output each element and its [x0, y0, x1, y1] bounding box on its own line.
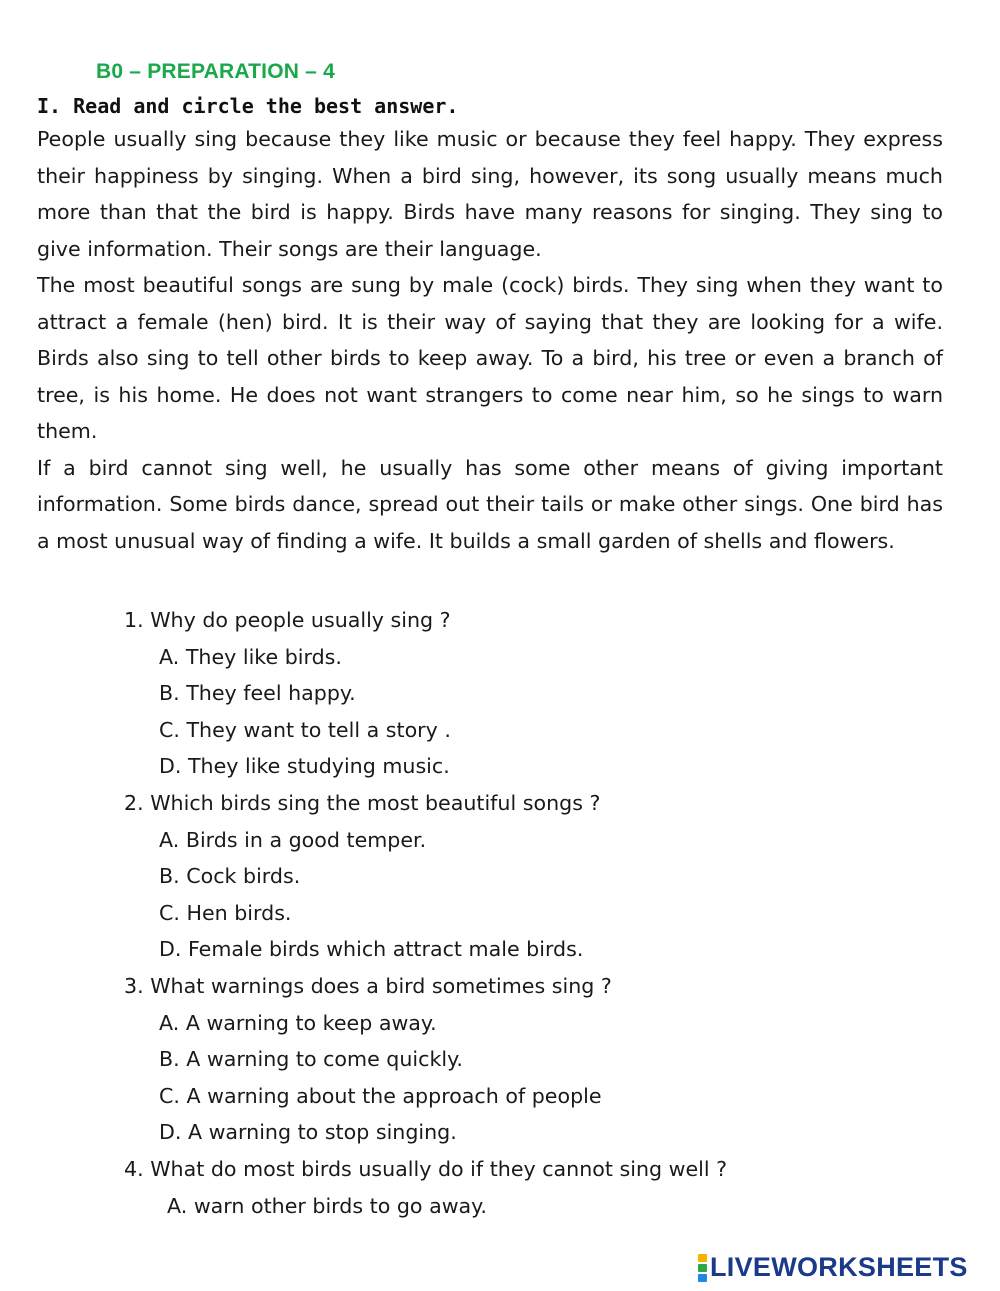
answer-option[interactable]: B. Cock birds.	[159, 864, 301, 889]
answer-option[interactable]: A. Birds in a good temper.	[159, 827, 427, 852]
reading-passage	[37, 121, 943, 559]
liveworksheets-logo	[698, 1252, 968, 1283]
answer-option[interactable]: A. A warning to keep away.	[159, 1010, 437, 1035]
answer-option[interactable]: C. Hen birds.	[159, 900, 292, 925]
blocks-icon	[698, 1253, 707, 1283]
question-3: 3. What warnings does a bird sometimes sing ?	[124, 973, 612, 998]
passage-paragraph: People usually sing because they like music or because they feel happy. They express their happiness by singing. When a bird sing, however, its song usually means much more than that the bird is happy. Birds have many reasons for singing. They sing to give information. Their songs are their language.	[37, 127, 943, 261]
answer-option[interactable]: B. A warning to come quickly.	[159, 1047, 463, 1072]
answer-option[interactable]: D. Female birds which attract male birds.	[159, 937, 584, 962]
worksheet-title: B0 – PREPARATION – 4	[96, 60, 335, 83]
answer-option[interactable]: C. A warning about the approach of people	[159, 1083, 602, 1108]
answer-option[interactable]: A. They like birds.	[159, 644, 342, 669]
instruction-heading: I. Read and circle the best answer.	[37, 94, 459, 118]
question-2: 2. Which birds sing the most beautiful songs ?	[124, 790, 601, 815]
answer-option[interactable]: D. A warning to stop singing.	[159, 1120, 457, 1145]
question-4: 4. What do most birds usually do if they cannot sing well ?	[124, 1156, 728, 1181]
question-1: 1. Why do people usually sing ?	[124, 608, 451, 632]
answer-option[interactable]: D. They like studying music.	[159, 754, 450, 779]
passage-paragraph: If a bird cannot sing well, he usually has some other means of giving important information. Some birds dance, spread out their tails or make other sings. One bird has a most unusual way of finding a wife. It builds a small garden of shells and flowers.	[37, 455, 943, 553]
answer-option[interactable]: A. warn other birds to go away.	[167, 1193, 487, 1218]
logo-block	[698, 1264, 707, 1272]
brand-name: LIVEWORKSHEETS	[710, 1252, 968, 1282]
answer-option[interactable]: C. They want to tell a story .	[159, 717, 451, 742]
answer-option[interactable]: B. They feel happy.	[159, 681, 356, 706]
logo-block	[698, 1274, 707, 1282]
question-list	[124, 602, 944, 1224]
passage-paragraph: The most beautiful songs are sung by male (cock) birds. They sing when they want to attract a female (hen) bird. It is their way of saying that they are looking for a wife. Birds also sing to tell other birds to keep away. To a bird, his tree or even a branch of tree, is his home. He does not want strangers to come near him, so he sings to warn them.	[37, 273, 943, 443]
logo-block	[698, 1254, 707, 1262]
